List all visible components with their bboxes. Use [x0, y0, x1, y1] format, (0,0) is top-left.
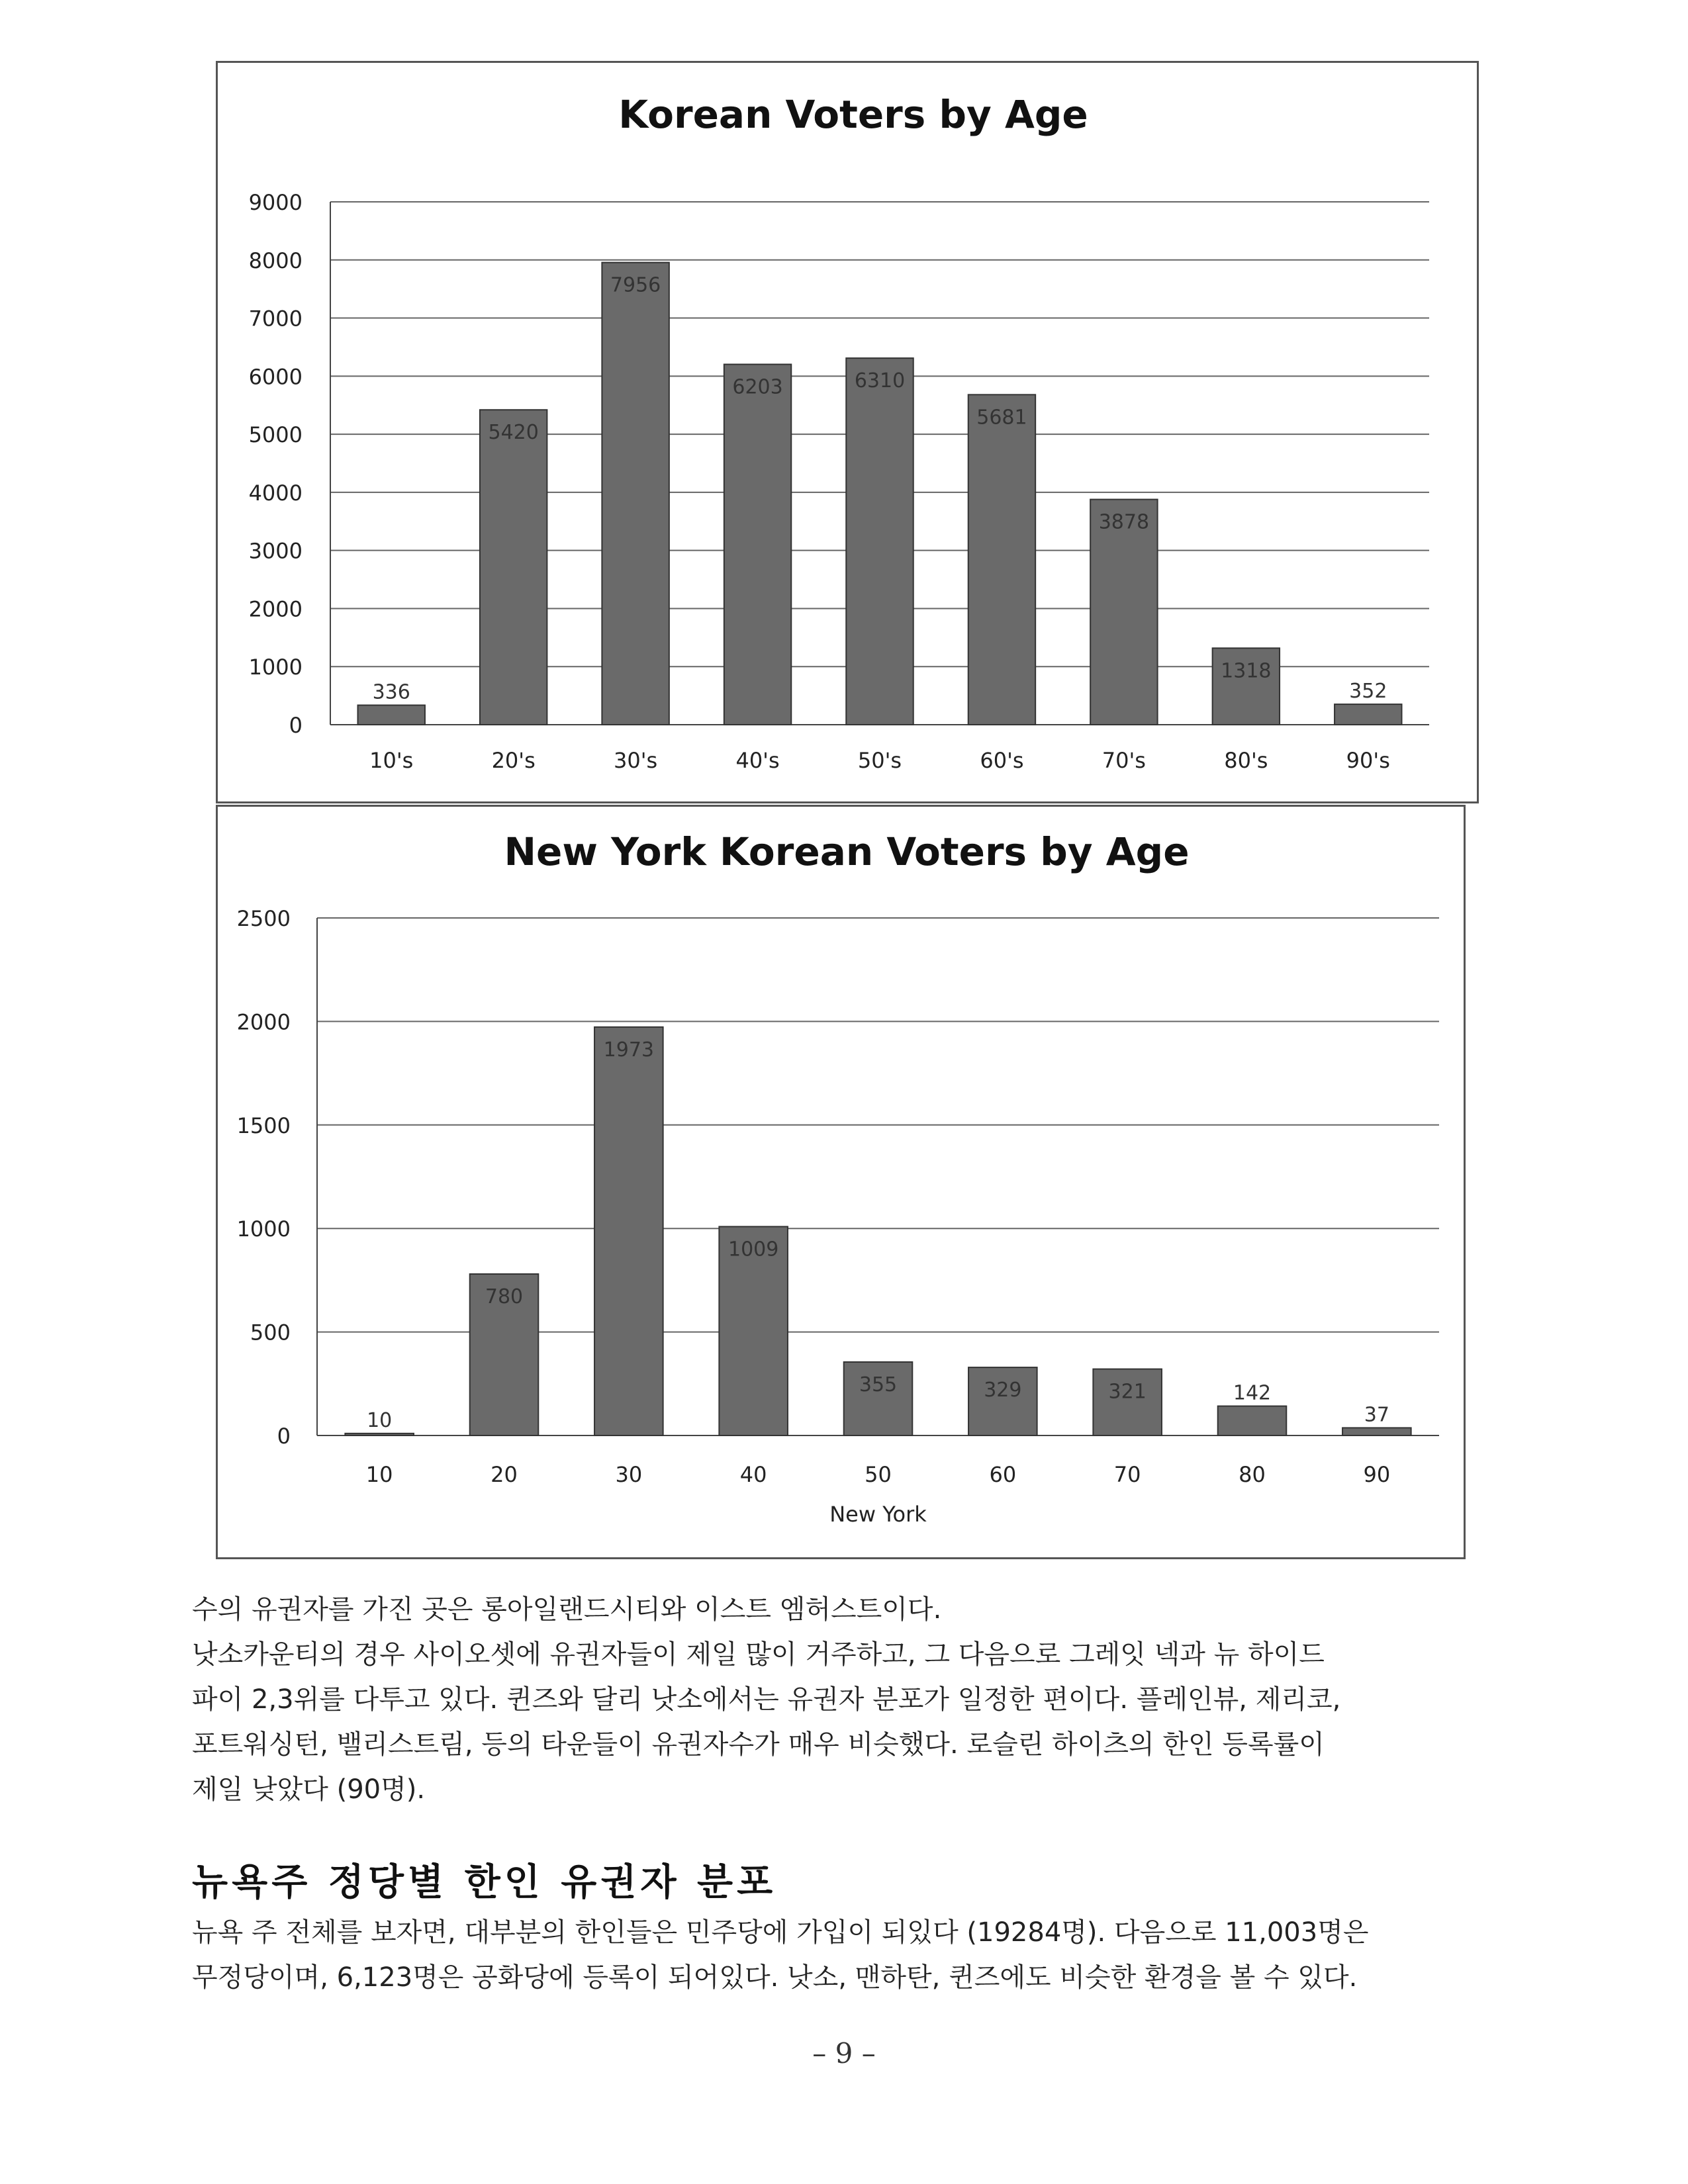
y-tick-label: 9000	[248, 190, 303, 215]
paragraph1-line: 수의 유권자를 가진 곳은 롱아일랜드시티와 이스트 엠허스트이다.	[192, 1594, 942, 1625]
y-tick-label: 2000	[236, 1009, 291, 1035]
bar	[846, 358, 913, 725]
y-tick-label: 3000	[248, 538, 303, 564]
chart-new-york-korean-voters-by-age	[216, 805, 1466, 1559]
chart-title: Korean Voters by Age	[618, 92, 1088, 137]
x-tick-label: 40	[739, 1462, 767, 1487]
bar	[724, 365, 791, 725]
bar	[594, 1027, 663, 1435]
x-tick-label: 90	[1363, 1462, 1391, 1487]
y-tick-label: 500	[250, 1320, 291, 1345]
data-label: 352	[1349, 680, 1387, 704]
x-tick-label: 20's	[491, 748, 536, 773]
y-tick-label: 1000	[236, 1216, 291, 1242]
body-paragraph-2	[192, 1910, 1496, 2000]
bar	[1218, 1406, 1287, 1435]
data-label: 1318	[1221, 659, 1272, 683]
bar	[345, 1433, 414, 1435]
x-tick-label: 10's	[369, 748, 414, 773]
data-label: 6203	[732, 375, 783, 399]
y-tick-label: 6000	[248, 364, 303, 390]
y-tick-label: 7000	[248, 306, 303, 332]
data-label: 7956	[610, 273, 661, 297]
x-tick-label: 80's	[1224, 748, 1268, 773]
section-heading: 뉴욕주 정당별 한인 유권자 분포	[192, 1861, 777, 1904]
chart2-svg	[218, 807, 1464, 1557]
chart1-svg	[218, 63, 1477, 801]
paragraph1-line: 낫소카운티의 경우 사이오셋에 유권자들이 제일 많이 거주하고, 그 다음으로 그레잇 넥과 뉴 하이드	[192, 1639, 1325, 1670]
data-label: 10	[367, 1408, 393, 1432]
x-tick-label: 70	[1113, 1462, 1141, 1487]
bar	[480, 410, 547, 725]
bar	[968, 394, 1035, 725]
x-tick-label: 50's	[857, 748, 902, 773]
bar	[602, 263, 669, 725]
page-number: – 9 –	[812, 2037, 876, 2070]
x-tick-label: 30	[615, 1462, 643, 1487]
y-tick-label: 4000	[248, 480, 303, 506]
y-tick-label: 8000	[248, 248, 303, 273]
y-tick-label: 2500	[236, 906, 291, 931]
x-tick-label: 20	[491, 1462, 518, 1487]
paragraph1-line: 파이 2,3위를 다투고 있다. 퀸즈와 달리 낫소에서는 유권자 분포가 일정한 편이다. 플레인뷰, 제리코,	[192, 1684, 1341, 1715]
y-tick-label: 1500	[236, 1113, 291, 1138]
y-tick-label: 0	[289, 713, 303, 738]
x-tick-label: 50	[865, 1462, 892, 1487]
x-tick-label: 40's	[735, 748, 780, 773]
bar	[358, 705, 425, 725]
data-label: 1009	[727, 1238, 779, 1261]
y-tick-label: 0	[277, 1424, 291, 1449]
paragraph1-line: 제일 낮았다 (90명).	[192, 1774, 426, 1805]
bar	[1335, 704, 1401, 725]
x-tick-label: 90's	[1346, 748, 1390, 773]
data-label: 142	[1233, 1381, 1272, 1405]
paragraph1-line: 포트워싱턴, 밸리스트림, 등의 타운들이 유권자수가 매우 비슷했다. 로슬린 하이츠의 한인 등록률이	[192, 1729, 1325, 1760]
x-tick-label: 60's	[980, 748, 1024, 773]
data-label: 3878	[1098, 510, 1150, 534]
paragraph2-line: 뉴욕 주 전체를 보자면, 대부분의 한인들은 민주당에 가입이 되있다 (19284명). 다음으로 11,003명은	[192, 1917, 1369, 1948]
x-tick-label: 60	[989, 1462, 1017, 1487]
data-label: 6310	[854, 369, 906, 393]
y-tick-label: 1000	[248, 655, 303, 680]
y-tick-label: 2000	[248, 596, 303, 622]
x-tick-label: 80	[1239, 1462, 1266, 1487]
paragraph2-line: 무정당이며, 6,123명은 공화당에 등록이 되어있다. 낫소, 맨하탄, 퀸즈에도 비슷한 환경을 볼 수 있다.	[192, 1962, 1358, 1993]
data-label: 321	[1108, 1380, 1147, 1404]
x-tick-label: 10	[365, 1462, 393, 1487]
chart-title: New York Korean Voters by Age	[504, 829, 1190, 874]
data-label: 355	[859, 1373, 898, 1396]
data-label: 329	[984, 1379, 1022, 1402]
data-label: 5681	[976, 406, 1027, 430]
data-label: 336	[372, 680, 410, 704]
x-axis-title: New York	[829, 1502, 927, 1527]
chart-korean-voters-by-age	[216, 61, 1479, 803]
data-label: 780	[485, 1285, 524, 1309]
data-label: 5420	[488, 421, 539, 445]
bar	[1342, 1428, 1411, 1435]
body-paragraph-1	[192, 1587, 1496, 1812]
y-tick-label: 5000	[248, 422, 303, 448]
x-tick-label: 30's	[614, 748, 658, 773]
data-label: 1973	[603, 1038, 655, 1062]
data-label: 37	[1364, 1403, 1389, 1427]
x-tick-label: 70's	[1102, 748, 1146, 773]
